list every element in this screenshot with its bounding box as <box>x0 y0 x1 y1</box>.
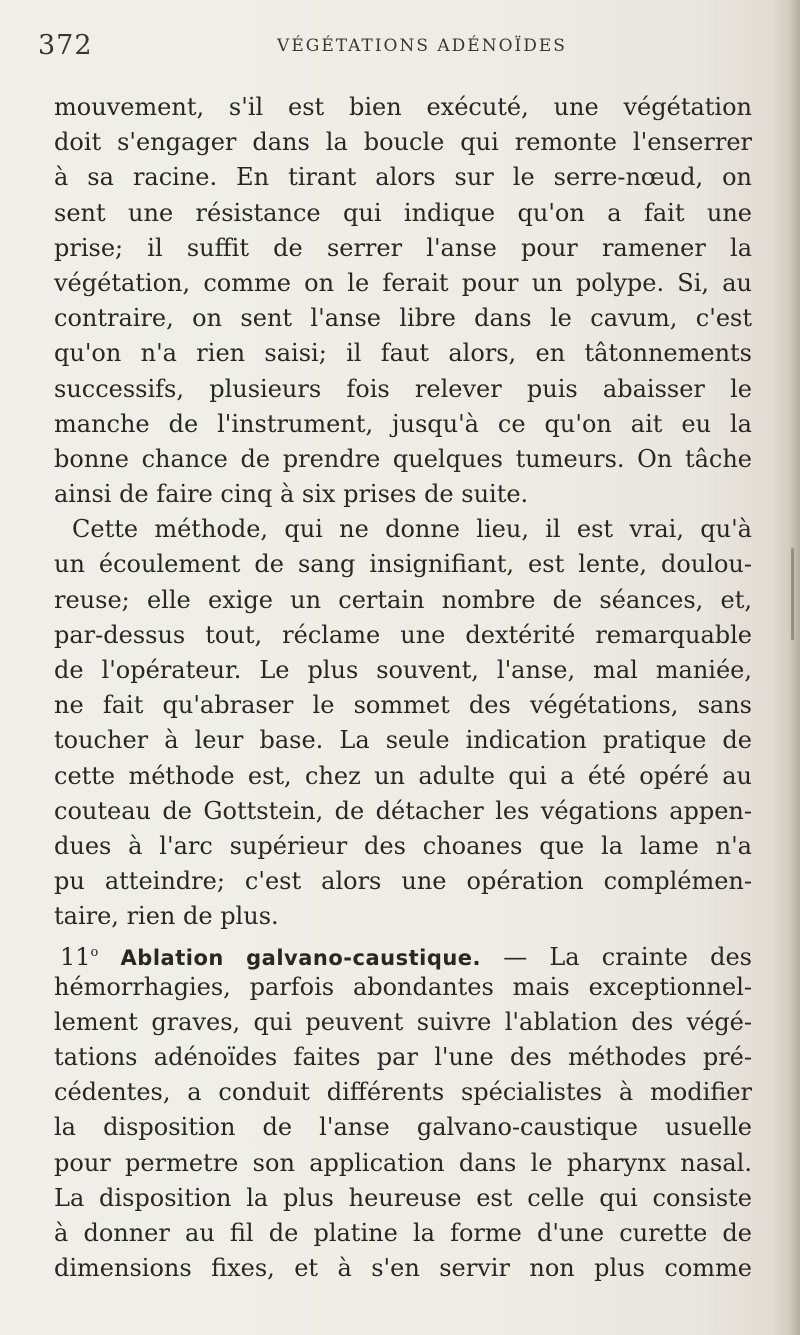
text-line: hémorrhagies, parfois abondantes mais exceptionnel- <box>54 972 752 1001</box>
text-line: dues à l'arc supérieur des choanes que la lame n'a <box>54 831 752 860</box>
section-title: Ablation galvano-caustique. <box>120 945 482 970</box>
text-line: cette méthode est, chez un adulte qui a été opéré au <box>54 761 752 790</box>
text-line: La disposition la plus heureuse est celle qui consiste <box>54 1183 752 1212</box>
running-title: VÉGÉTATIONS ADÉNOÏDES <box>277 36 567 56</box>
margin-mark <box>791 548 794 640</box>
section-ordinal: o <box>90 944 99 960</box>
text-line: sent une résistance qui indique qu'on a fait une <box>54 198 752 227</box>
text-line: mouvement, s'il est bien exécuté, une végétation <box>54 93 752 121</box>
text-line: ne fait qu'abraser le sommet des végétations, sans <box>54 691 752 720</box>
text-line: couteau de Gottstein, de détacher les végations appen- <box>54 796 752 825</box>
text-line: à donner au fil de platine la forme d'une curette de <box>54 1219 752 1247</box>
text-line: prise; il suffit de serrer l'anse pour ramener la <box>54 233 752 262</box>
text-line: végétation, comme on le ferait pour un polype. Si, au <box>54 268 752 297</box>
section-number: 11 <box>60 942 91 970</box>
text-line: successifs, plusieurs fois relever puis abaisser le <box>54 374 752 403</box>
text-line: par-dessus tout, réclame une dextérité remarquable <box>54 620 752 649</box>
text-line: ainsi de faire cinq à six prises de suite. <box>54 480 529 509</box>
text-line: pu atteindre; c'est alors une opération complémen- <box>54 867 752 896</box>
page-edge-shadow <box>774 0 800 1335</box>
text-line: contraire, on sent l'anse libre dans le cavum, c'est <box>54 304 752 333</box>
body-text <box>54 90 752 1286</box>
text-line: tations adénoïdes faites par l'une des méthodes pré- <box>54 1043 752 1072</box>
text-line: pour permetre son application dans le pharynx nasal. <box>54 1148 752 1177</box>
text-line: reuse; elle exige un certain nombre de séances, et, <box>54 585 752 614</box>
page-number: 372 <box>38 30 93 61</box>
text-line: dimensions fixes, et à s'en servir non plus comme <box>54 1254 752 1283</box>
text-line: doit s'engager dans la boucle qui remonte l'enserrer <box>54 128 752 157</box>
text-line: la disposition de l'anse galvano-caustique usuelle <box>54 1113 752 1142</box>
text-line: un écoulement de sang insignifiant, est lente, doulou- <box>54 550 752 579</box>
paragraph-start-line: Cette méthode, qui ne donne lieu, il est vrai, qu'à <box>72 515 752 544</box>
section-lead-in: — La crainte des <box>481 942 752 970</box>
text-line: taire, rien de plus. <box>54 902 279 931</box>
text-line: bonne chance de prendre quelques tumeurs. On tâche <box>54 444 752 473</box>
text-line: lement graves, qui peuvent suivre l'ablation des végé- <box>54 1007 752 1036</box>
text-line: qu'on n'a rien saisi; il faut alors, en tâtonnements <box>54 339 752 368</box>
section-heading-line <box>54 935 752 970</box>
text-line: de l'opérateur. Le plus souvent, l'anse, mal maniée, <box>54 656 752 684</box>
text-line: cédentes, a conduit différents spécialistes à modifier <box>54 1078 752 1107</box>
text-line: à sa racine. En tirant alors sur le serre-nœud, on <box>54 163 752 192</box>
page-header <box>38 30 750 70</box>
text-line: manche de l'instrument, jusqu'à ce qu'on ait eu la <box>54 409 752 438</box>
text-line: toucher à leur base. La seule indication pratique de <box>54 726 752 755</box>
